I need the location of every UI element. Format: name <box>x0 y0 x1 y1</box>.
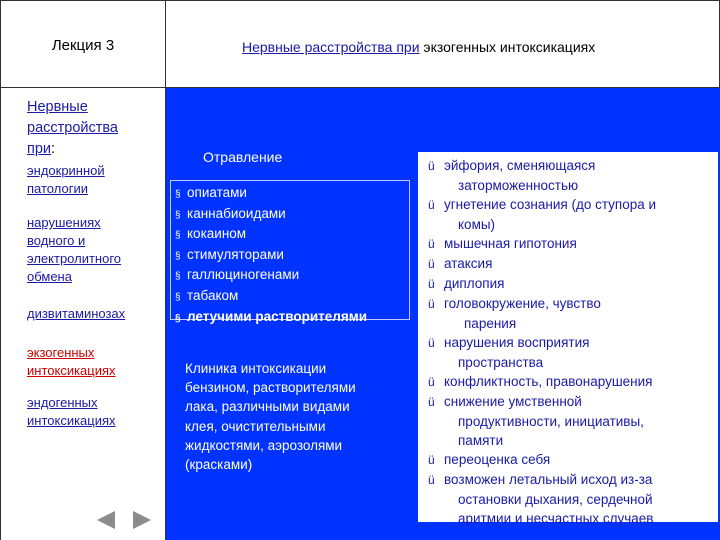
list-item <box>175 184 367 205</box>
triangle-right-icon[interactable] <box>133 511 151 529</box>
poisoning-list <box>175 184 367 328</box>
symptom-text: снижение умственной <box>444 394 582 409</box>
lecture-title: Лекция 3 <box>51 37 115 54</box>
symptom-text: комы) <box>458 217 496 232</box>
symptom-text: заторможенностью <box>458 178 579 193</box>
sidebar-heading-line2[interactable]: расстройства <box>27 120 118 136</box>
list-item <box>175 266 367 287</box>
list-item-text: летучими растворителями <box>187 308 368 324</box>
page-title-rest: экзогенных интоксикациях <box>419 39 596 55</box>
bullet-icon: § <box>175 209 181 221</box>
checkmark-icon: ü <box>428 198 435 212</box>
sidebar-item-label: патологии <box>27 181 88 196</box>
symptom-line <box>428 195 656 215</box>
symptom-text: угнетение сознания (до ступора и <box>444 197 657 212</box>
sidebar-item-label: экзогенных <box>27 345 95 360</box>
list-item-text: стимуляторами <box>187 246 284 262</box>
clinic-line: жидкостями, аэрозолями <box>185 437 343 453</box>
checkmark-icon: ü <box>428 257 435 271</box>
symptom-text: диплопия <box>444 276 505 291</box>
sidebar-item-label: водного и <box>27 233 86 248</box>
symptom-text: парения <box>464 316 517 331</box>
symptom-line <box>428 254 656 274</box>
symptom-line <box>428 294 656 314</box>
checkmark-icon: ü <box>428 237 435 251</box>
sidebar-heading <box>27 97 118 160</box>
sidebar-item-label: эндогенных <box>27 395 98 410</box>
symptom-text: конфликтность, правонарушения <box>444 374 653 389</box>
symptom-line <box>428 412 656 431</box>
list-item <box>175 287 367 308</box>
list-item <box>175 246 367 267</box>
symptom-text: возможен летальный исход из-за <box>444 472 653 487</box>
symptoms-list <box>428 156 656 528</box>
symptom-line <box>428 274 656 294</box>
bullet-icon: § <box>175 271 181 283</box>
symptom-text: аритмии и несчастных случаев <box>458 511 654 526</box>
list-item <box>175 225 367 246</box>
header-panel <box>166 0 720 88</box>
symptom-line <box>428 431 656 450</box>
sidebar-item-exogenous[interactable] <box>27 344 116 380</box>
symptom-line <box>428 509 656 528</box>
bullet-icon: § <box>175 250 181 262</box>
symptom-line <box>428 392 656 412</box>
clinic-text <box>185 359 405 474</box>
page-title-link[interactable]: Нервные расстройства при <box>242 39 420 55</box>
list-item-text: кокаином <box>187 226 247 242</box>
symptom-text: мышечная гипотония <box>444 236 577 251</box>
bullet-icon: § <box>175 312 181 324</box>
bullet-icon: § <box>175 291 181 303</box>
checkmark-icon: ü <box>428 453 435 467</box>
clinic-line: клея, очистительными <box>185 418 326 434</box>
symptom-line <box>428 234 656 254</box>
symptom-line <box>428 490 656 509</box>
symptom-line <box>428 176 656 195</box>
clinic-line: бензином, растворителями <box>185 380 356 396</box>
clinic-line: лака, различными видами <box>185 399 350 415</box>
symptom-text: атаксия <box>444 256 493 271</box>
list-item-text: табаком <box>187 287 239 303</box>
sidebar-item-dysvitaminosis[interactable] <box>27 305 125 323</box>
sidebar-heading-line1[interactable]: Нервные <box>27 99 88 115</box>
symptom-text: эйфория, сменяющаяся <box>444 158 596 173</box>
sidebar-item-label: обмена <box>27 269 72 284</box>
sidebar-item-endogenous[interactable] <box>27 394 116 430</box>
symptom-line <box>428 353 656 372</box>
bullet-icon: § <box>175 189 181 200</box>
checkmark-icon: ü <box>428 159 435 173</box>
lecture-panel <box>0 0 166 88</box>
symptom-line <box>428 372 656 392</box>
list-item-text: опиатами <box>187 185 247 200</box>
symptom-line <box>428 215 656 234</box>
list-item-text: галлюциногенами <box>187 267 300 283</box>
list-item <box>175 308 367 329</box>
sidebar-item-label: интоксикациях <box>27 413 116 428</box>
sidebar-item-label: дизвитаминозах <box>27 306 126 321</box>
symptom-line <box>428 156 656 176</box>
checkmark-icon: ü <box>428 297 435 311</box>
sidebar-item-label: эндокринной <box>27 163 105 178</box>
symptom-text: продуктивности, инициативы, <box>458 414 644 429</box>
symptom-line <box>428 470 656 490</box>
checkmark-icon: ü <box>428 277 435 291</box>
page-title <box>242 39 595 55</box>
triangle-left-icon[interactable] <box>97 511 115 529</box>
bullet-icon: § <box>175 230 181 242</box>
symptom-line <box>428 333 656 353</box>
sidebar-item-label: интоксикациях <box>27 363 116 378</box>
poisoning-title: Отравление <box>203 149 283 165</box>
sidebar-item-endocrine[interactable] <box>27 162 105 198</box>
checkmark-icon: ü <box>428 336 435 350</box>
sidebar-item-water-electrolyte[interactable] <box>27 214 121 286</box>
sidebar-heading-line3[interactable]: при <box>27 141 52 157</box>
symptoms-box <box>418 152 718 526</box>
checkmark-icon: ü <box>428 395 435 409</box>
symptom-text: головокружение, чувство <box>444 296 601 311</box>
symptom-text: остановки дыхания, сердечной <box>458 492 653 507</box>
symptom-text: нарушения восприятия <box>444 335 590 350</box>
sidebar-item-label: нарушениях <box>27 215 101 230</box>
symptom-line <box>428 450 656 470</box>
symptom-text: переоценка себя <box>444 452 551 467</box>
sidebar-heading-colon: : <box>51 141 56 157</box>
symptom-line <box>428 314 656 333</box>
symptom-text: памяти <box>458 433 504 448</box>
symptom-text: пространства <box>458 355 544 370</box>
clinic-line: Клиника интоксикации <box>185 361 327 376</box>
clinic-line: (красками) <box>185 457 253 473</box>
checkmark-icon: ü <box>428 473 435 487</box>
list-item <box>175 205 367 226</box>
sidebar <box>0 88 166 540</box>
sidebar-item-label: электролитного <box>27 251 122 266</box>
list-item-text: каннабиоидами <box>187 205 286 221</box>
checkmark-icon: ü <box>428 375 435 389</box>
